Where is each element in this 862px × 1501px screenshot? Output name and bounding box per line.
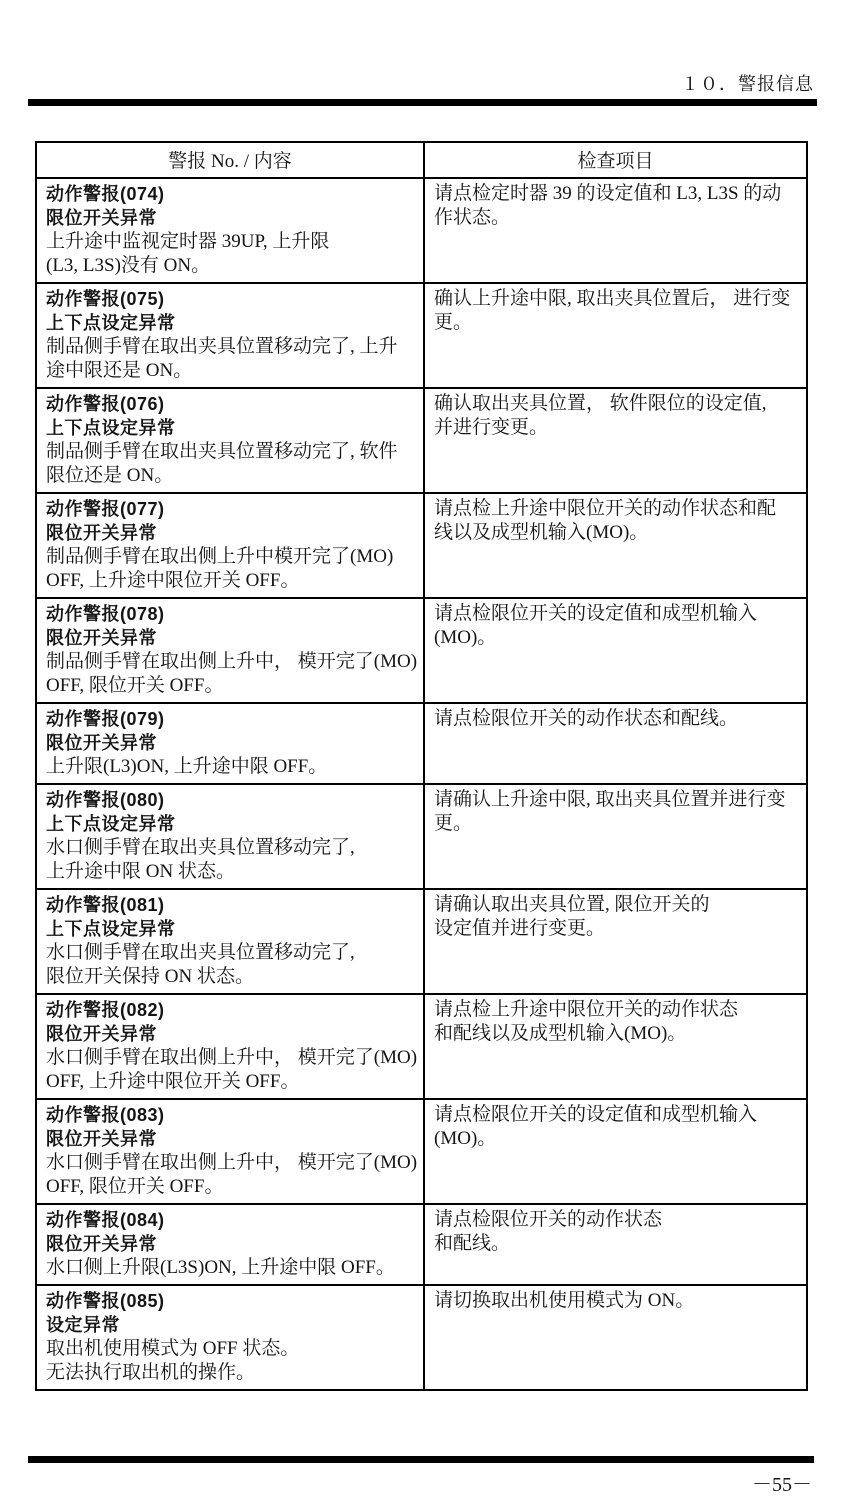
check-cell [425, 1205, 806, 1284]
alarm-title: 动作警报(079) [46, 709, 165, 729]
header-rule [28, 99, 817, 106]
check-cell [425, 284, 806, 387]
alarm-desc-line: OFF, 限位开关 OFF。 [46, 675, 224, 696]
alarm-desc-line: 水口侧手臂在取出侧上升中， 模开完了(MO) [46, 1047, 418, 1068]
table-row [37, 995, 806, 1100]
page-number: －55－ [752, 1474, 812, 1496]
alarm-subtitle: 限位开关异常 [46, 1129, 157, 1149]
check-item-line: 请点检上升途中限位开关的动作状态和配 [434, 498, 777, 519]
alarm-title: 动作警报(078) [46, 604, 165, 624]
alarm-desc-line: 水口侧上升限(L3S)ON, 上升途中限 OFF。 [46, 1257, 395, 1278]
check-item-line: 请点检限位开关的设定值和成型机输入 [434, 1104, 758, 1125]
alarm-desc-line: 上升途中限 ON 状态。 [46, 861, 235, 882]
alarm-cell [37, 995, 425, 1098]
alarm-table [35, 141, 808, 1391]
table-row [37, 704, 806, 785]
alarm-cell [37, 704, 425, 783]
check-item-line: 设定值并进行变更。 [434, 918, 606, 939]
alarm-cell [37, 494, 425, 597]
check-cell [425, 1100, 806, 1203]
alarm-cell [37, 179, 425, 282]
column-header-check-item: 检查项目 [577, 151, 654, 172]
table-header-row [37, 143, 806, 179]
alarm-desc-line: OFF, 上升途中限位开关 OFF。 [46, 1071, 300, 1092]
alarm-cell [37, 1205, 425, 1284]
alarm-desc-line: 无法执行取出机的操作。 [46, 1362, 256, 1383]
alarm-subtitle: 限位开关异常 [46, 628, 157, 648]
alarm-desc-line: (L3, L3S)没有 ON。 [46, 255, 211, 276]
alarm-subtitle: 上下点设定异常 [46, 313, 176, 333]
table-row [37, 284, 806, 389]
alarm-cell [37, 1100, 425, 1203]
check-item-line: (MO)。 [434, 1128, 497, 1149]
alarm-title: 动作警报(085) [46, 1291, 165, 1311]
alarm-desc-line: 上升途中监视定时器 39UP, 上升限 [46, 231, 330, 252]
check-item-line: 请切换取出机使用模式为 ON。 [434, 1290, 695, 1311]
table-row [37, 599, 806, 704]
table-row [37, 1205, 806, 1286]
check-item-line: (MO)。 [434, 627, 497, 648]
table-body [37, 179, 806, 1389]
check-cell [425, 890, 806, 993]
alarm-desc-line: 制品侧手臂在取出夹具位置移动完了, 软件 [46, 441, 398, 462]
alarm-desc-line: 限位还是 ON。 [46, 465, 174, 486]
alarm-subtitle: 限位开关异常 [46, 1234, 157, 1254]
alarm-title: 动作警报(074) [46, 184, 165, 204]
check-item-line: 请点检定时器 39 的设定值和 L3, L3S 的动 [434, 183, 782, 204]
alarm-title: 动作警报(084) [46, 1210, 165, 1230]
table-row [37, 389, 806, 494]
check-item-line: 和配线。 [434, 1233, 511, 1254]
chapter-heading: １０．警报信息 [681, 74, 814, 94]
alarm-desc-line: 途中限还是 ON。 [46, 360, 193, 381]
check-cell [425, 179, 806, 282]
check-cell [425, 704, 806, 783]
alarm-cell [37, 785, 425, 888]
table-row [37, 179, 806, 284]
check-item-line: 和配线以及成型机输入(MO)。 [434, 1023, 687, 1044]
alarm-subtitle: 设定异常 [46, 1315, 120, 1335]
alarm-cell [37, 389, 425, 492]
alarm-desc-line: OFF, 限位开关 OFF。 [46, 1176, 224, 1197]
alarm-title: 动作警报(081) [46, 895, 165, 915]
check-item-line: 更。 [434, 813, 473, 834]
alarm-subtitle: 上下点设定异常 [46, 418, 176, 438]
alarm-desc-line: 限位开关保持 ON 状态。 [46, 966, 254, 987]
check-item-line: 请点检上升途中限位开关的动作状态 [434, 999, 739, 1020]
alarm-subtitle: 限位开关异常 [46, 733, 157, 753]
table-row [37, 890, 806, 995]
footer-rule [28, 1456, 814, 1463]
table-row [37, 1286, 806, 1389]
table-row [37, 1100, 806, 1205]
alarm-desc-line: 水口侧手臂在取出夹具位置移动完了, [46, 837, 355, 858]
alarm-desc-line: OFF, 上升途中限位开关 OFF。 [46, 570, 300, 591]
check-cell [425, 785, 806, 888]
alarm-title: 动作警报(083) [46, 1105, 165, 1125]
alarm-desc-line: 水口侧手臂在取出侧上升中， 模开完了(MO) [46, 1152, 418, 1173]
check-cell [425, 389, 806, 492]
check-cell [425, 599, 806, 702]
check-item-line: 确认取出夹具位置， 软件限位的设定值, [434, 393, 767, 414]
alarm-title: 动作警报(077) [46, 499, 165, 519]
alarm-desc-line: 上升限(L3)ON, 上升途中限 OFF。 [46, 756, 328, 777]
alarm-desc-line: 水口侧手臂在取出夹具位置移动完了, [46, 942, 355, 963]
check-cell [425, 1286, 806, 1389]
alarm-desc-line: 制品侧手臂在取出侧上升中模开完了(MO) [46, 546, 394, 567]
table-row [37, 785, 806, 890]
table-row [37, 494, 806, 599]
alarm-title: 动作警报(080) [46, 790, 165, 810]
check-item-line: 请确认取出夹具位置, 限位开关的 [434, 894, 710, 915]
alarm-cell [37, 284, 425, 387]
alarm-subtitle: 限位开关异常 [46, 1024, 157, 1044]
alarm-subtitle: 上下点设定异常 [46, 919, 176, 939]
check-item-line: 请点检限位开关的动作状态和配线。 [434, 708, 739, 729]
alarm-desc-line: 制品侧手臂在取出侧上升中， 模开完了(MO) [46, 651, 418, 672]
alarm-title: 动作警报(075) [46, 289, 165, 309]
check-item-line: 请点检限位开关的动作状态 [434, 1209, 663, 1230]
alarm-subtitle: 上下点设定异常 [46, 814, 176, 834]
alarm-subtitle: 限位开关异常 [46, 208, 157, 228]
check-item-line: 确认上升途中限, 取出夹具位置后， 进行变 [434, 288, 791, 309]
alarm-desc-line: 制品侧手臂在取出夹具位置移动完了, 上升 [46, 336, 398, 357]
check-item-line: 请确认上升途中限, 取出夹具位置并进行变 [434, 789, 786, 810]
check-item-line: 作状态。 [434, 207, 511, 228]
alarm-subtitle: 限位开关异常 [46, 523, 157, 543]
check-cell [425, 494, 806, 597]
check-item-line: 并进行变更。 [434, 417, 549, 438]
alarm-title: 动作警报(076) [46, 394, 165, 414]
alarm-title: 动作警报(082) [46, 1000, 165, 1020]
check-item-line: 线以及成型机输入(MO)。 [434, 522, 649, 543]
alarm-cell [37, 1286, 425, 1389]
check-item-line: 更。 [434, 312, 473, 333]
column-header-alarm-no: 警报 No. / 内容 [37, 143, 425, 177]
check-cell [425, 995, 806, 1098]
alarm-cell [37, 599, 425, 702]
alarm-desc-line: 取出机使用模式为 OFF 状态。 [46, 1338, 300, 1359]
check-item-line: 请点检限位开关的设定值和成型机输入 [434, 603, 758, 624]
alarm-cell [37, 890, 425, 993]
